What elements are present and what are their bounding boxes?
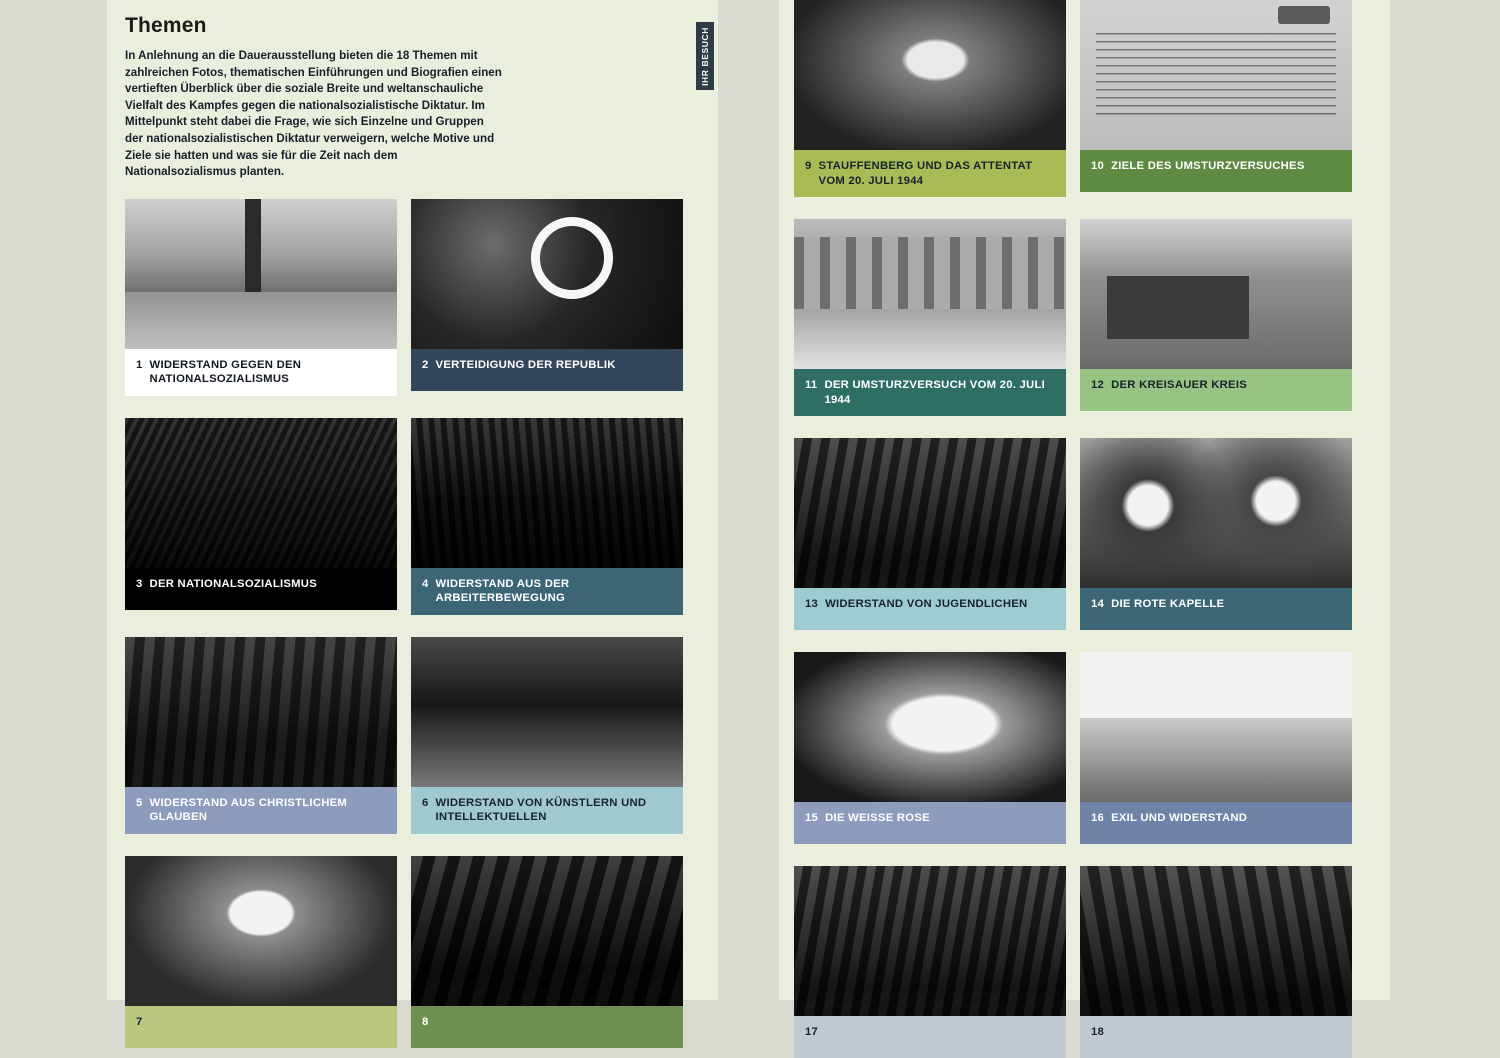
theme-card-caption	[1080, 369, 1352, 411]
theme-card[interactable]	[794, 652, 1066, 844]
theme-card-label: WIDERSTAND GEGEN DEN NATIONALSOZIALISMUS	[149, 358, 302, 386]
theme-card-label: DER KREISAUER KREIS	[1111, 379, 1248, 391]
theme-card[interactable]	[125, 637, 397, 834]
theme-card-number: 8	[422, 1015, 429, 1028]
theme-card-number: 5	[136, 796, 143, 809]
photo-rally	[411, 418, 683, 568]
photo-bigGroup	[794, 438, 1066, 588]
photo-crowd	[125, 418, 397, 568]
theme-card[interactable]	[1080, 438, 1352, 630]
theme-card-caption	[794, 150, 1066, 197]
theme-card-label: WIDERSTAND VON KÜNSTLERN UND INTELLEKTUELLEN	[435, 796, 647, 824]
photo-bigGroup	[794, 866, 1066, 1016]
theme-card-caption	[1080, 150, 1352, 192]
theme-card-image	[125, 637, 397, 787]
photo-document	[1080, 0, 1352, 150]
theme-card-image	[794, 219, 1066, 369]
theme-card-caption	[794, 588, 1066, 630]
theme-card-number: 14	[1091, 598, 1105, 610]
theme-card-number: 6	[422, 796, 429, 809]
theme-card-image	[1080, 866, 1352, 1016]
theme-card-caption	[125, 1006, 397, 1048]
theme-card-label: WIDERSTAND VON JUGENDLICHEN	[825, 598, 1028, 610]
visit-tab[interactable]	[696, 22, 714, 90]
theme-card-number: 2	[422, 358, 429, 371]
photo-portrait2	[794, 0, 1066, 150]
theme-card[interactable]	[794, 866, 1066, 1058]
photo-flag	[411, 199, 683, 349]
theme-card-caption	[125, 568, 397, 610]
theme-card-number: 16	[1091, 812, 1105, 824]
theme-card-label: DER NATIONALSOZIALISMUS	[149, 577, 318, 590]
theme-card[interactable]	[411, 856, 683, 1048]
theme-card-label: DIE ROTE KAPELLE	[1111, 598, 1225, 610]
photo-officers	[411, 856, 683, 1006]
theme-card[interactable]	[1080, 0, 1352, 197]
theme-card-number: 1	[136, 358, 143, 371]
photo-outdoorGroup	[1080, 866, 1352, 1016]
theme-card-caption	[1080, 802, 1352, 844]
intro-text: In Anlehnung an die Dauerausstellung bieten die 18 Themen mit zahlreichen Fotos, thematischen Einführungen und Biografien einen vertieften Überblick über die soziale Breite und weltanschauliche Vielfalt des Kampfes gegen die nationalsozialistische Diktatur. Im Mittelpunkt steht dabei die Frage, wie sich Einzelne und Gruppen der nationalsozialistischen Diktatur verweigern, welche Motive und Ziele sie hatten und was sie für die Zeit nach dem Nationalsozialismus planten.	[125, 49, 502, 179]
theme-card-caption	[794, 802, 1066, 844]
theme-card[interactable]	[411, 637, 683, 834]
theme-card-caption	[1080, 588, 1352, 630]
theme-card-caption	[794, 369, 1066, 416]
theme-card[interactable]	[794, 0, 1066, 197]
themes-panel-continued	[779, 0, 1390, 1038]
theme-card-image	[1080, 438, 1352, 588]
theme-card-caption	[125, 787, 397, 834]
theme-card-image	[125, 856, 397, 1006]
theme-card[interactable]	[125, 856, 397, 1048]
theme-card-label: EXIL UND WIDERSTAND	[1111, 812, 1248, 824]
theme-card-number: 11	[805, 379, 818, 391]
theme-card-number: 17	[805, 1026, 819, 1038]
themes-grid-right	[794, 0, 1390, 1058]
theme-card-caption	[1080, 1016, 1352, 1058]
theme-card-image	[411, 199, 683, 349]
theme-card-label: DIE WEISSE ROSE	[825, 812, 930, 824]
photo-banner	[1080, 652, 1352, 802]
photo-portrait	[125, 856, 397, 1006]
theme-card-label: VERTEIDIGUNG DER REPUBLIK	[435, 358, 616, 371]
theme-card-image	[1080, 219, 1352, 369]
theme-card-image	[794, 438, 1066, 588]
theme-card-number: 13	[805, 598, 819, 610]
theme-card-number: 15	[805, 812, 819, 824]
theme-card[interactable]	[125, 199, 397, 396]
photo-street	[125, 199, 397, 349]
theme-card[interactable]	[1080, 866, 1352, 1058]
theme-card[interactable]	[794, 438, 1066, 630]
photo-couple	[1080, 438, 1352, 588]
theme-card[interactable]	[411, 199, 683, 396]
theme-card-image	[411, 637, 683, 787]
theme-card-caption	[411, 787, 683, 834]
theme-card-number: 10	[1091, 160, 1105, 172]
theme-card-number: 3	[136, 577, 143, 590]
theme-card-image	[794, 652, 1066, 802]
photo-room	[411, 637, 683, 787]
theme-card-caption	[411, 349, 683, 391]
theme-card-number: 9	[805, 160, 812, 172]
theme-card-image	[794, 0, 1066, 150]
theme-card-label: DER UMSTURZVERSUCH VOM 20. JULI 1944	[824, 379, 1045, 406]
photo-group	[125, 637, 397, 787]
theme-card[interactable]	[1080, 652, 1352, 844]
theme-card-image	[125, 199, 397, 349]
theme-card[interactable]	[411, 418, 683, 615]
theme-card[interactable]	[794, 219, 1066, 416]
theme-card-number: 12	[1091, 379, 1105, 391]
theme-card-caption	[411, 1006, 683, 1048]
page-title: Themen	[125, 14, 207, 37]
theme-card-label: STAUFFENBERG UND DAS ATTENTAT VOM 20. JULI 1944	[818, 160, 1033, 187]
theme-card-caption	[411, 568, 683, 615]
theme-card[interactable]	[125, 418, 397, 615]
themes-panel	[107, 0, 718, 1028]
visit-tab-label: IHR BESUCH	[700, 26, 710, 86]
theme-card[interactable]	[1080, 219, 1352, 416]
theme-card-caption	[794, 1016, 1066, 1058]
theme-card-label: WIDERSTAND AUS CHRISTLICHEM GLAUBEN	[149, 796, 348, 824]
photo-profile	[794, 652, 1066, 802]
theme-card-number: 18	[1091, 1026, 1105, 1038]
theme-card-image	[1080, 0, 1352, 150]
photo-house	[1080, 219, 1352, 369]
theme-card-image	[411, 418, 683, 568]
theme-card-image	[125, 418, 397, 568]
photo-building	[794, 219, 1066, 369]
theme-card-label: ZIELE DES UMSTURZVERSUCHES	[1111, 160, 1305, 172]
themes-grid-left	[125, 199, 718, 1048]
theme-card-label: WIDERSTAND AUS DER ARBEITERBEWEGUNG	[435, 577, 570, 605]
theme-card-image	[1080, 652, 1352, 802]
theme-card-caption	[125, 349, 397, 396]
theme-card-image	[411, 856, 683, 1006]
theme-card-number: 7	[136, 1015, 143, 1028]
theme-card-number: 4	[422, 577, 429, 590]
theme-card-image	[794, 866, 1066, 1016]
